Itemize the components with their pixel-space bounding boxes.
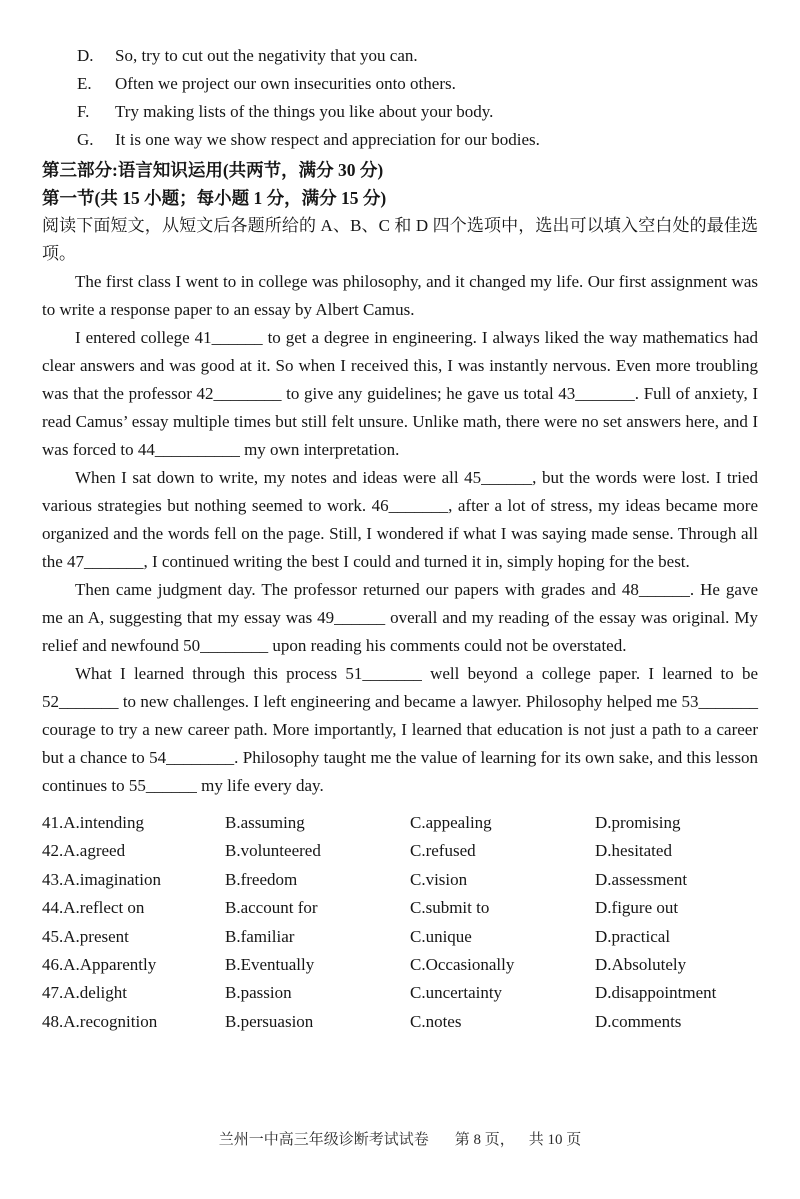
cloze-passage — [42, 268, 758, 800]
option-a: 48.A.recognition — [42, 1011, 158, 1031]
option-c: C.uncertainty — [410, 983, 503, 1003]
option-d: D.promising — [595, 813, 681, 832]
option-row-41 — [42, 809, 758, 837]
option-row-42 — [42, 837, 758, 865]
option-text: Try making lists of the things you like about your body. — [115, 102, 494, 121]
part-three-heading: 第三部分:语言知识运用(共两节，满分 30 分) — [42, 160, 384, 180]
list-item — [77, 42, 758, 70]
list-item — [77, 126, 758, 154]
option-row-43 — [42, 866, 758, 894]
option-c: C.notes — [410, 1011, 462, 1031]
option-text: So, try to cut out the negativity that you can. — [115, 46, 418, 65]
option-c: C.refused — [410, 841, 476, 861]
option-row-44 — [42, 894, 758, 922]
option-c: C.unique — [410, 926, 472, 946]
option-b: B.Eventually — [225, 955, 315, 975]
list-item — [77, 70, 758, 98]
cloze-instruction: 阅读下面短文，从短文后各题所给的 A、B、C 和 D 四个选项中，选出可以填入空白处的最佳选项。 — [42, 216, 758, 263]
option-b: B.account for — [225, 898, 318, 918]
footer-total-pages: 共 10 页 — [528, 1132, 582, 1148]
option-letter: D. — [77, 46, 94, 65]
option-d: D.hesitated — [595, 841, 672, 861]
section-one-heading: 第一节(共 15 小题；每小题 1 分，满分 15 分) — [42, 188, 387, 208]
option-a: 46.A.Apparently — [42, 955, 157, 975]
option-a: 47.A.delight — [42, 983, 127, 1003]
option-b: B.freedom — [225, 869, 298, 889]
option-d: D.disappointment — [595, 983, 717, 1003]
passage-paragraph: When I sat down to write, my notes and ideas were all 45______, but the words were lost. I tried various strategies but nothing seemed to work. 46_______, after a lot of stress, my ideas became more organized and the words fell on the page. Still, I wondered if what I was saying made sense. Through all the 47_______, I continued writing the best I could and turned it in, simply hoping for the best. — [42, 468, 758, 571]
option-a: 42.A.agreed — [42, 841, 126, 861]
option-d: D.practical — [595, 926, 671, 946]
option-b: B.persuasion — [225, 1011, 314, 1031]
cloze-options-table — [42, 809, 758, 1036]
passage-paragraph: Then came judgment day. The professor returned our papers with grades and 48______. He gave me an A, suggesting that my essay was 49______ overall and my reading of the essay was original. My relief and newfound 50________ upon reading his comments could not be overstated. — [42, 580, 758, 655]
option-d: D.Absolutely — [595, 955, 687, 975]
option-c: C.submit to — [410, 898, 490, 918]
option-letter: E. — [77, 74, 92, 93]
option-d: D.comments — [595, 1011, 682, 1031]
option-letter: F. — [77, 102, 90, 121]
option-b: B.familiar — [225, 926, 295, 946]
option-row-48 — [42, 1008, 758, 1036]
option-text: It is one way we show respect and appreciation for our bodies. — [115, 130, 540, 149]
option-row-46 — [42, 951, 758, 979]
option-a: 41.A.intending — [42, 813, 144, 832]
option-a: 45.A.present — [42, 926, 129, 946]
option-c: C.vision — [410, 869, 468, 889]
option-b: B.volunteered — [225, 841, 321, 861]
option-a: 44.A.reflect on — [42, 898, 145, 918]
passage-paragraph: I entered college 41______ to get a degree in engineering. I always liked the way mathematics had clear answers and was good at it. So when I received this, I was instantly nervous. Even more troubling was that the professor 42________ to give any guidelines; he gave us total 43_______. Full of anxiety, I read Camus’ essay multiple times but still felt unsure. Unlike math, there were no set answers here, and I was forced to 44__________ my own interpretation. — [42, 328, 758, 459]
option-d: D.figure out — [595, 898, 679, 918]
footer-page-number: 第 8 页， — [454, 1132, 515, 1148]
option-c: C.appealing — [410, 813, 492, 832]
page-footer — [0, 1129, 800, 1151]
option-text: Often we project our own insecurities onto others. — [115, 74, 456, 93]
seven-choice-options-list — [42, 42, 758, 154]
option-row-45 — [42, 923, 758, 951]
option-a: 43.A.imagination — [42, 869, 161, 889]
passage-paragraph: What I learned through this process 51_______ well beyond a college paper. I learned to be 52_______ to new challenges. I left engineering and became a lawyer. Philosophy helped me 53_______ courage to try a new career path. More importantly, I learned that education is not just a path to a career but a chance to 54________. Philosophy taught me the value of learning for its own sake, and this lesson continues to 55______ my life every day. — [42, 664, 758, 795]
option-b: B.passion — [225, 983, 292, 1003]
footer-exam-title: 兰州一中高三年级诊断考试试卷 — [218, 1132, 429, 1148]
passage-paragraph: The first class I went to in college was philosophy, and it changed my life. Our first assignment was to write a response paper to an essay by Albert Camus. — [42, 272, 758, 319]
option-d: D.assessment — [595, 869, 688, 889]
option-letter: G. — [77, 130, 94, 149]
list-item — [77, 98, 758, 126]
footer-page-info — [455, 1129, 582, 1151]
option-row-47 — [42, 979, 758, 1007]
option-c: C.Occasionally — [410, 955, 515, 975]
option-b: B.assuming — [225, 813, 305, 832]
